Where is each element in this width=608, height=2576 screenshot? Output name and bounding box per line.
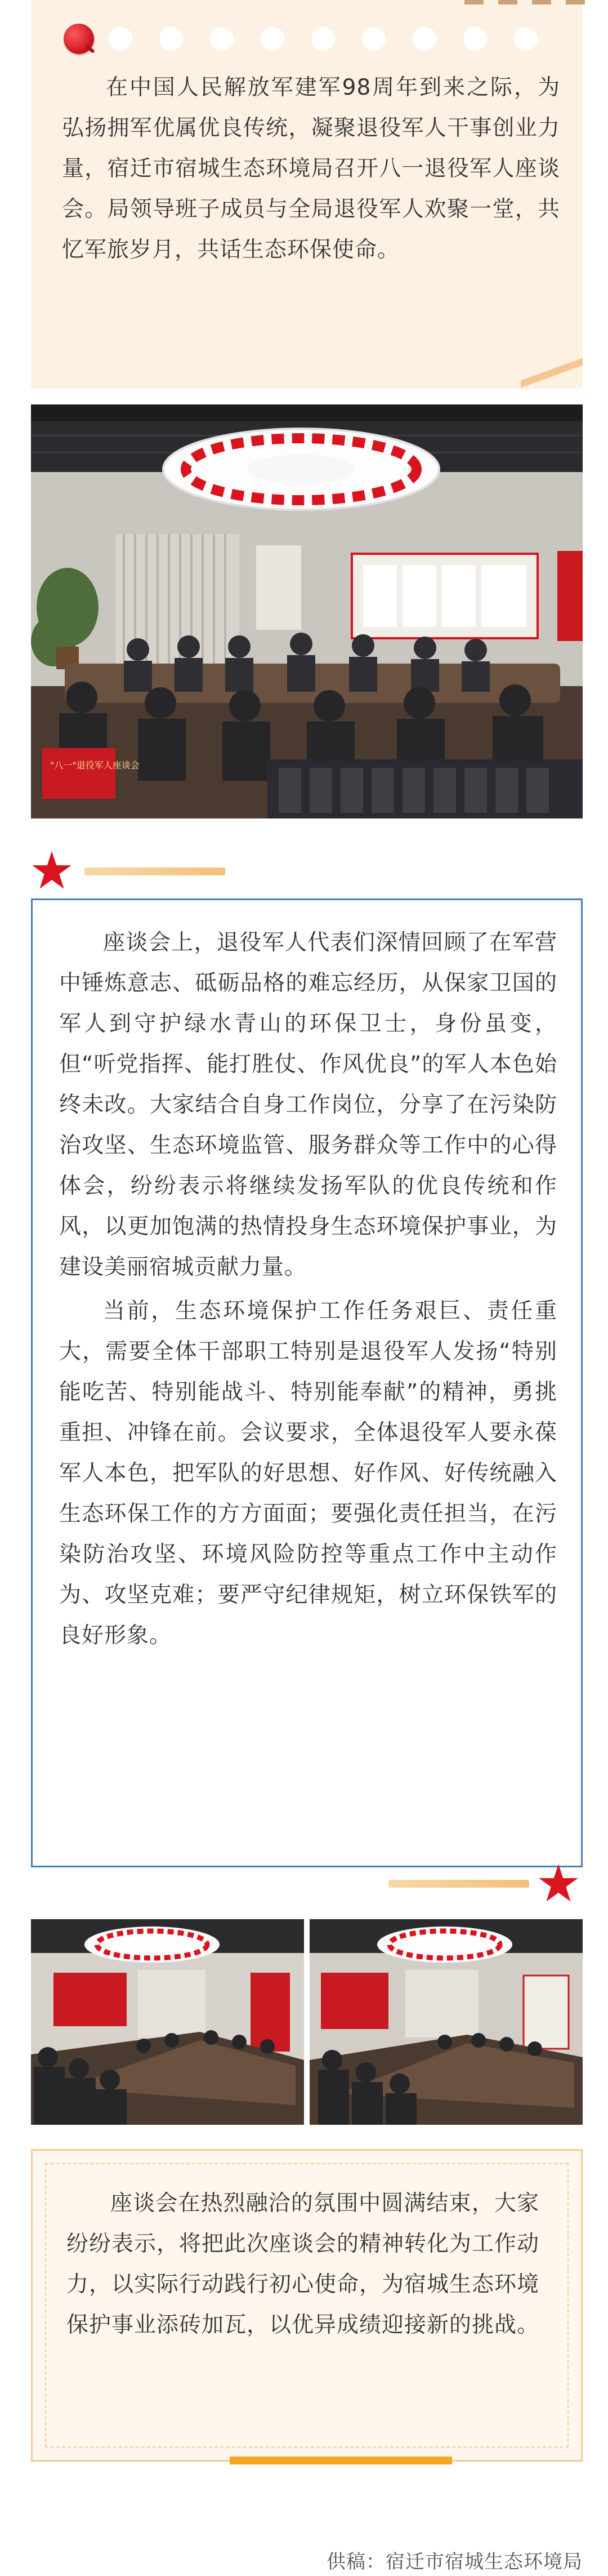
meeting-photo-left xyxy=(31,1919,304,2125)
corner-decoration xyxy=(521,355,583,389)
gold-divider-bar-2 xyxy=(388,1880,529,1888)
decorative-top-lines xyxy=(464,0,608,7)
star-icon xyxy=(31,849,73,891)
closing-paragraph: 座谈会在热烈融洽的氛围中圆满结束，大家纷纷表示，将把此次座谈会的精神转化为工作动力，以实际行动践行初心使命，为宿城生态环境保护事业添砖加瓦，以优异成绩迎接新的挑战。 xyxy=(66,2191,540,2338)
orange-accent-bar xyxy=(230,2457,452,2464)
intro-paragraph: 在中国人民解放军建军98周年到来之际，为弘扬拥军优属优良传统，凝聚退役军人干事创业力量，宿迁市宿城生态环境局召开八一退役军人座谈会。局领导班子成员与全局退役军人欢聚一堂，共忆军旅岁月，共话生态环保使命。 xyxy=(62,75,560,263)
photo-banner-caption: "八一"退役军人座谈会 xyxy=(50,760,140,771)
binder-dots xyxy=(58,27,565,52)
gold-divider-bar xyxy=(84,867,225,875)
meeting-photo-right xyxy=(310,1919,583,2125)
intro-card xyxy=(31,0,583,389)
closing-card xyxy=(31,2149,583,2462)
meeting-room-illustration xyxy=(31,404,583,818)
meeting-photo-main xyxy=(31,404,583,818)
body-paragraph-2: 当前，生态环境保护工作任务艰巨、责任重大，需要全体干部职工特别是退役军人发扬“特别能吃苦、特别能战斗、特别能奉献”的精神，勇挑重担、冲锋在前。会议要求，全体退役军人要永葆军人本色，把军队的好思想、好作风、好传统融入生态环保工作的方方面面；要强化责任担当，在污染防治攻坚、环境风险防控等重点工作中主动作为、攻坚克难；要严守纪律规矩，树立环保铁军的良好形象。 xyxy=(59,1298,557,1648)
star-icon xyxy=(538,1862,579,1904)
article-credit: 供稿：宿迁市宿城生态环境局 xyxy=(327,2551,583,2573)
main-body-card xyxy=(31,898,583,1867)
body-paragraph-1: 座谈会上，退役军人代表们深情回顾了在军营中锤炼意志、砥砺品格的难忘经历，从保家卫国的军人到守护绿水青山的环保卫士，身份虽变，但“听党指挥、能打胜仗、作风优良”的军人本色始终未改。大家结合自身工作岗位，分享了在污染防治攻坚、生态环境监管、服务群众等工作中的心得体会，纷纷表示将继续发扬军队的优良传统和作风，以更加饱满的热情投身生态环境保护事业，为建设美丽宿城贡献力量。 xyxy=(59,930,557,1280)
